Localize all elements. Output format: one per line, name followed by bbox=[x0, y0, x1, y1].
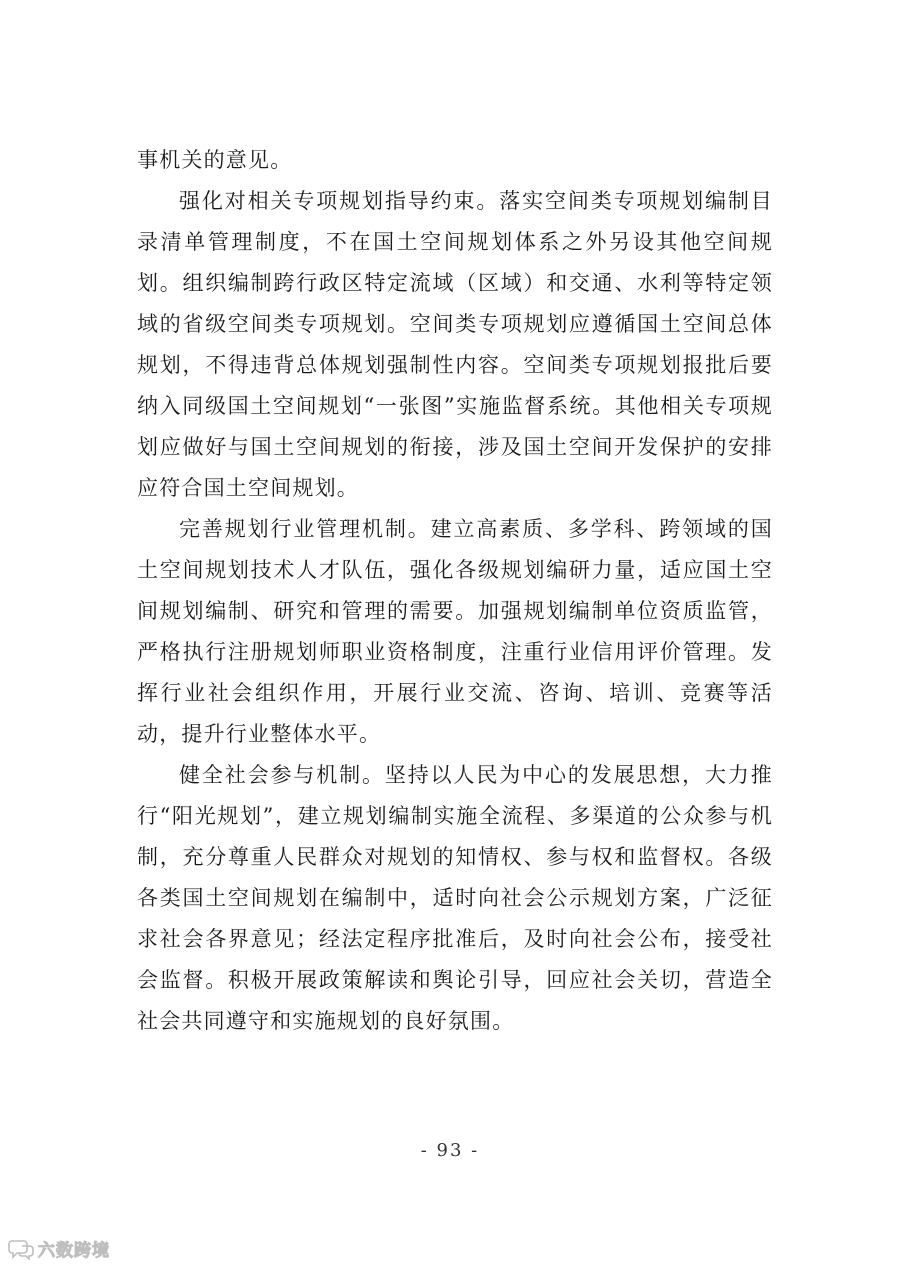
watermark-text: 六数跨境 bbox=[38, 1241, 110, 1261]
page-number: - 93 - bbox=[420, 1140, 480, 1161]
paragraph-social-participation: 健全社会参与机制。坚持以人民为中心的发展思想，大力推行“阳光规划”，建立规划编制实施全流程、多渠道的公众参与机制，充分尊重人民群众对规划的知情权、参与权和监督权。各级各类国土空间规划在编制中，适时向社会公示规划方案，广泛征求社会各界意见；经法定程序批准后，及时向社会公布，接受社会监督。积极开展政策解读和舆论引导，回应社会关切，营造全社会共同遵守和实施规划的良好氛围。 bbox=[137, 763, 773, 1033]
paragraph-guidance-constraints: 强化对相关专项规划指导约束。落实空间类专项规划编制目录清单管理制度，不在国土空间规划体系之外另设其他空间规划。组织编制跨行政区特定流域（区域）和交通、水利等特定领域的省级空间类专项规划。空间类专项规划应遵循国土空间总体规划，不得违背总体规划强制性内容。空间类专项规划报批后要纳入同级国土空间规划“一张图”实施监督系统。其他相关专项规划应做好与国土空间规划的衔接，涉及国土空间开发保护的安排应符合国土空间规划。 bbox=[137, 189, 773, 500]
watermark bbox=[8, 1236, 110, 1261]
chat-bubble-logo-icon bbox=[8, 1238, 34, 1260]
body-text bbox=[137, 140, 773, 1042]
paragraph-continuation: 事机关的意见。 bbox=[137, 148, 293, 172]
paragraph-industry-management: 完善规划行业管理机制。建立高素质、多学科、跨领域的国土空间规划技术人才队伍，强化各级规划编研力量，适应国土空间规划编制、研究和管理的需要。加强规划编制单位资质监管，严格执行注册规划师职业资格制度，注重行业信用评价管理。发挥行业社会组织作用，开展行业交流、咨询、培训、竞赛等活动，提升行业整体水平。 bbox=[137, 517, 773, 746]
